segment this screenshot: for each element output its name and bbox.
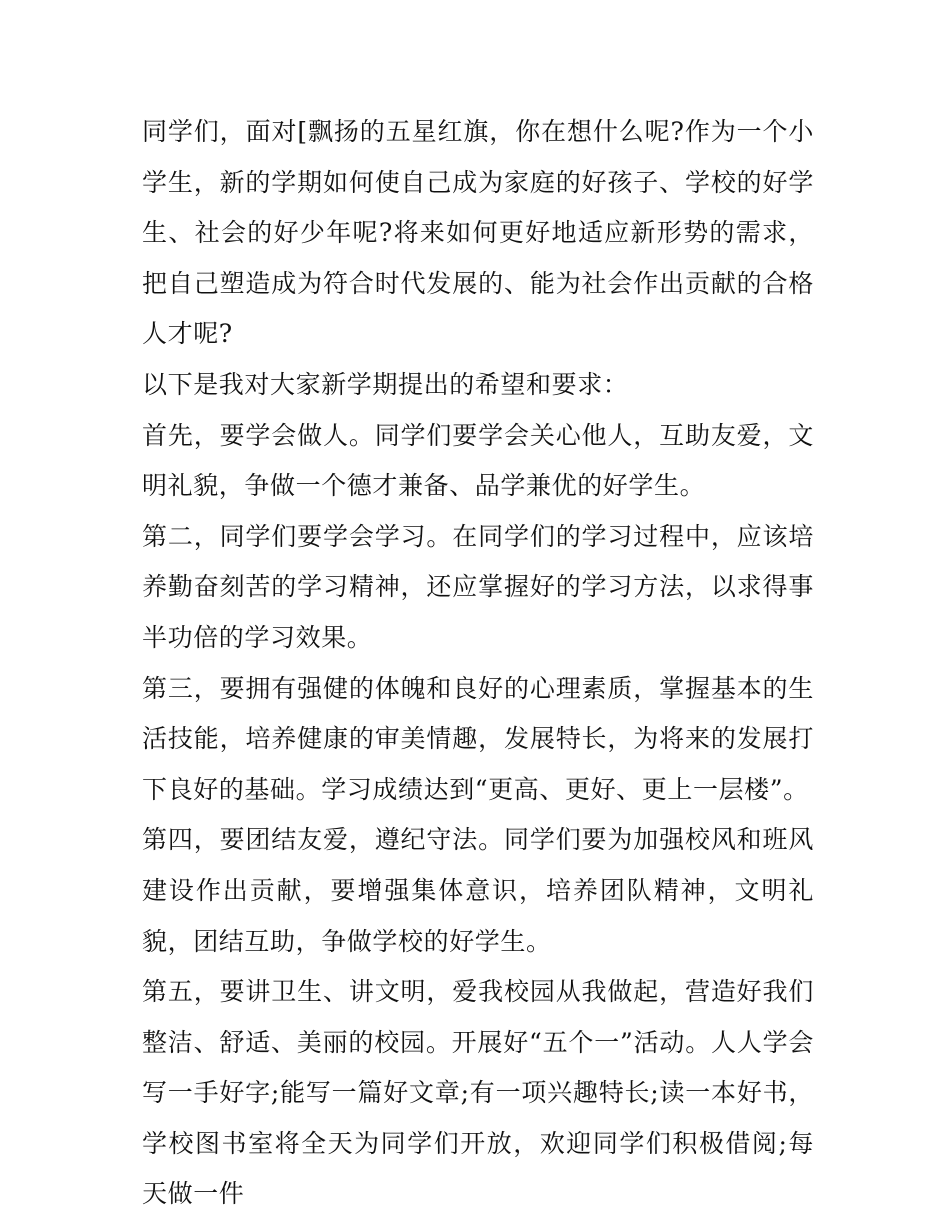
paragraph-expectations-lead: 以下是我对大家新学期提出的希望和要求：	[142, 369, 629, 399]
paragraph-first: 首先，要学会做人。同学们要学会关心他人，互助友爱，文明礼貌，争做一个德才兼备、品学兼优的好学生。	[142, 420, 814, 501]
paragraph-third: 第三，要拥有强健的体魄和良好的心理素质，掌握基本的生活技能，培养健康的审美情趣，发展特长，为将来的发展打下良好的基础。学习成绩达到“更高、更好、更上一层楼”。	[142, 673, 814, 804]
paragraph-fifth: 第五，要讲卫生、讲文明，爱我校园从我做起，营造好我们整洁、舒适、美丽的校园。开展好“五个一”活动。人人学会写一手好字;能写一篇好文章;有一项兴趣特长;读一本好书，学校图书室将全天为同学们开放，欢迎同学们积极借阅;每天做一件	[142, 977, 814, 1209]
paragraph-fourth: 第四，要团结友爱，遵纪守法。同学们要为加强校风和班风建设作出贡献，要增强集体意识，培养团队精神，文明礼貌，团结互助，争做学校的好学生。	[142, 825, 814, 956]
paragraph-intro: 同学们，面对[飘扬的五星红旗，你在想什么呢?作为一个小学生，新的学期如何使自己成为家庭的好孩子、学校的好学生、社会的好少年呢?将来如何更好地适应新形势的需求，把自己塑造成为符合时代发展的、能为社会作出贡献的合格人才呢?	[142, 117, 814, 349]
paragraph-second: 第二，同学们要学会学习。在同学们的学习过程中，应该培养勤奋刻苦的学习精神，还应掌握好的学习方法，以求得事半功倍的学习效果。	[142, 521, 814, 652]
document-body	[142, 107, 814, 1220]
